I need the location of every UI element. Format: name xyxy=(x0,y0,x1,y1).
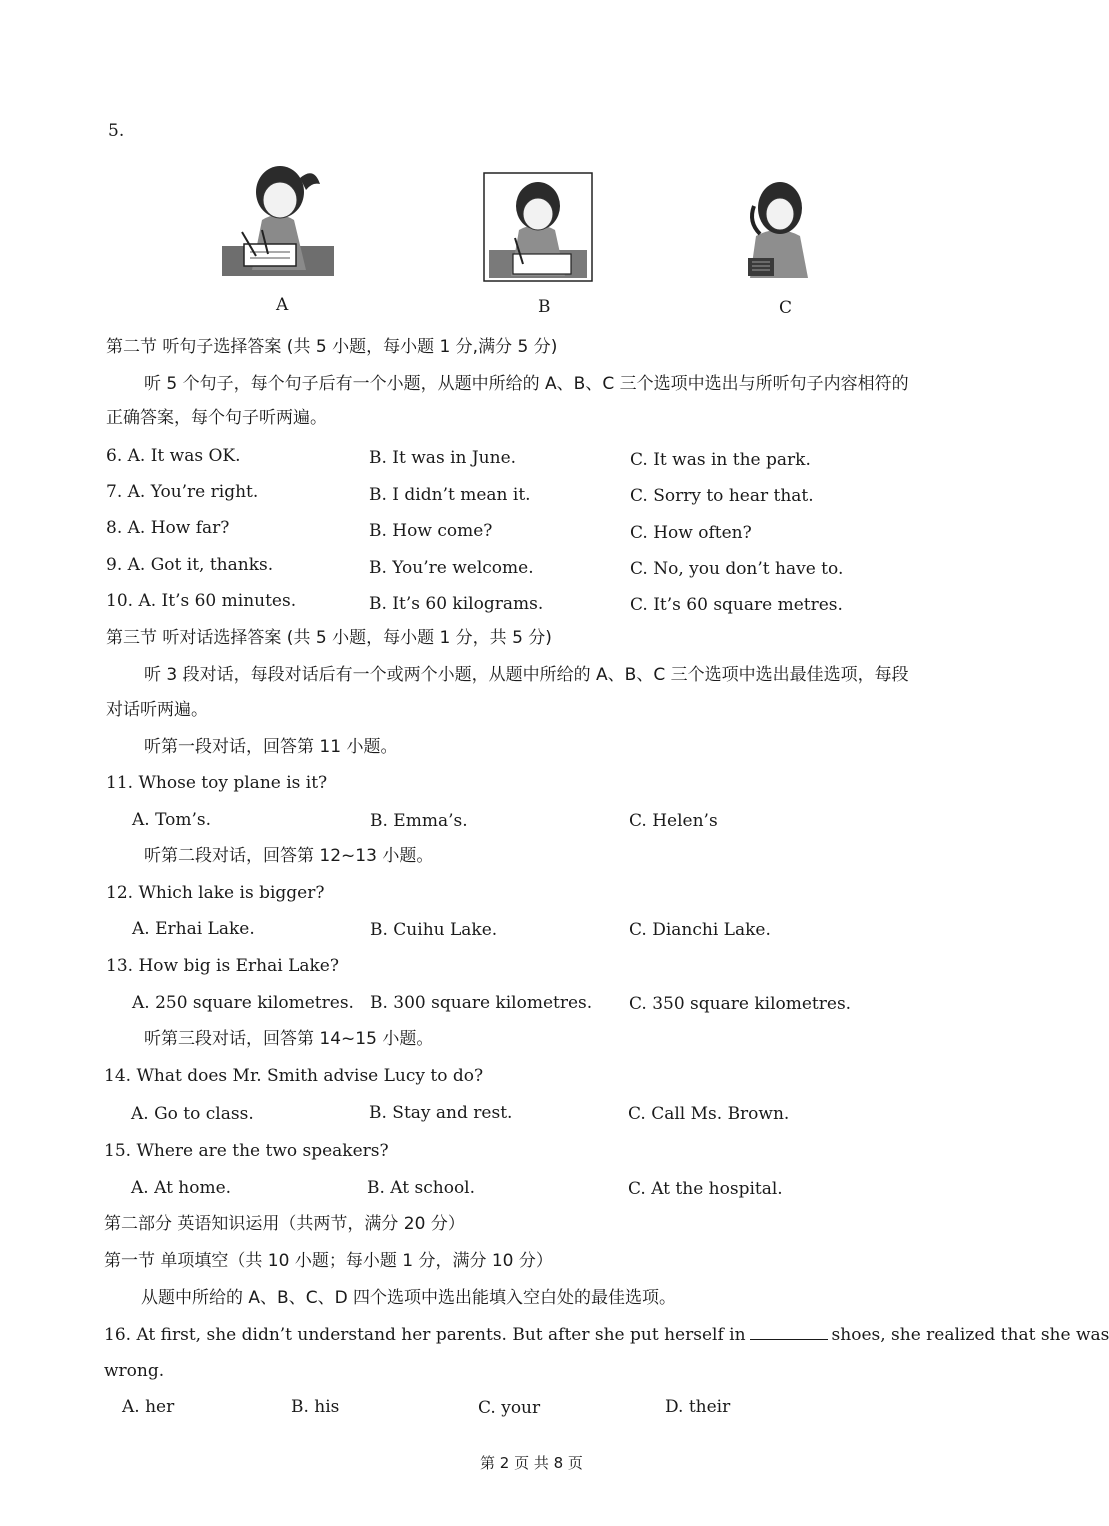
option-c-image xyxy=(742,178,814,280)
q11-question: 11. Whose toy plane is it? xyxy=(106,773,328,793)
q11-option-b: B. Emma’s. xyxy=(370,811,468,831)
q15-question: 15. Where are the two speakers? xyxy=(104,1141,389,1161)
dialog2-instruction: 听第二段对话，回答第 12~13 小题。 xyxy=(144,846,434,866)
q7-option-a: 7. A. You’re right. xyxy=(106,482,259,502)
q10-option-a: 10. A. It’s 60 minutes. xyxy=(106,591,297,611)
q8-option-a: 8. A. How far? xyxy=(106,518,230,538)
q16-option-a: A. her xyxy=(122,1397,175,1417)
q14-option-c: C. Call Ms. Brown. xyxy=(628,1104,790,1124)
q11-option-c: C. Helen’s xyxy=(629,811,718,831)
option-b-label: B xyxy=(538,297,551,317)
girl-drawing-illustration xyxy=(222,160,334,276)
q16-question-after: shoes, she realized that she was xyxy=(831,1325,1109,1345)
option-a-image xyxy=(222,160,334,276)
part2-title: 第二部分 英语知识运用（共两节，满分 20 分） xyxy=(104,1214,465,1234)
q12-option-c: C. Dianchi Lake. xyxy=(629,920,771,940)
section2-title: 第二节 听句子选择答案 (共 5 小题，每小题 1 分,满分 5 分) xyxy=(106,337,558,357)
q16-option-d: D. their xyxy=(665,1397,731,1417)
section3-title: 第三节 听对话选择答案 (共 5 小题，每小题 1 分，共 5 分) xyxy=(106,628,552,648)
q6-option-a: 6. A. It was OK. xyxy=(106,446,241,466)
q15-option-c: C. At the hospital. xyxy=(628,1179,783,1199)
q16-option-c: C. your xyxy=(478,1398,541,1418)
q13-question: 13. How big is Erhai Lake? xyxy=(106,956,339,976)
section2-instruction-line1: 听 5 个句子，每个句子后有一个小题，从题中所给的 A、B、C 三个选项中选出与所听句子内容相符的 xyxy=(144,374,909,394)
q6-option-b: B. It was in June. xyxy=(369,448,517,468)
q7-option-c: C. Sorry to hear that. xyxy=(630,486,814,506)
q13-option-a: A. 250 square kilometres. xyxy=(132,993,354,1013)
q14-option-a: A. Go to class. xyxy=(131,1104,254,1124)
q9-option-b: B. You’re welcome. xyxy=(369,558,534,578)
dialog3-instruction: 听第三段对话，回答第 14~15 小题。 xyxy=(144,1029,434,1049)
q14-question: 14. What does Mr. Smith advise Lucy to do? xyxy=(104,1066,484,1086)
question-5-number: 5. xyxy=(108,121,125,141)
q9-option-a: 9. A. Got it, thanks. xyxy=(106,555,274,575)
part2-section1-title: 第一节 单项填空（共 10 小题；每小题 1 分，满分 10 分） xyxy=(104,1251,553,1271)
section3-instruction-line2: 对话听两遍。 xyxy=(106,700,208,720)
page-footer: 第 2 页 共 8 页 xyxy=(480,1454,583,1472)
section2-instruction-line2: 正确答案，每个句子听两遍。 xyxy=(106,408,327,428)
q8-option-b: B. How come? xyxy=(369,521,493,541)
q16-question-line1 xyxy=(104,1325,1109,1345)
q16-option-b: B. his xyxy=(291,1397,340,1417)
q16-question-before: 16. At first, she didn’t understand her parents. But after she put herself in xyxy=(104,1325,746,1345)
girl-phone-illustration xyxy=(742,178,814,280)
q10-option-b: B. It’s 60 kilograms. xyxy=(369,594,544,614)
q12-option-a: A. Erhai Lake. xyxy=(132,919,255,939)
option-a-label: A xyxy=(276,295,289,315)
option-b-image xyxy=(483,172,593,282)
q13-option-c: C. 350 square kilometres. xyxy=(629,994,852,1014)
q13-option-b: B. 300 square kilometres. xyxy=(370,993,593,1013)
q11-option-a: A. Tom’s. xyxy=(132,810,211,830)
dialog1-instruction: 听第一段对话，回答第 11 小题。 xyxy=(144,737,398,757)
q9-option-c: C. No, you don’t have to. xyxy=(630,559,844,579)
q7-option-b: B. I didn’t mean it. xyxy=(369,485,531,505)
q8-option-c: C. How often? xyxy=(630,523,752,543)
q14-option-b: B. Stay and rest. xyxy=(369,1103,513,1123)
q10-option-c: C. It’s 60 square metres. xyxy=(630,595,843,615)
option-c-label: C xyxy=(779,298,793,318)
q16-answer-blank xyxy=(750,1325,828,1340)
q15-option-b: B. At school. xyxy=(367,1178,476,1198)
q12-option-b: B. Cuihu Lake. xyxy=(370,920,498,940)
section3-instruction-line1: 听 3 段对话，每段对话后有一个或两个小题，从题中所给的 A、B、C 三个选项中选出最佳选项，每段 xyxy=(144,665,909,685)
part2-instruction: 从题中所给的 A、B、C、D 四个选项中选出能填入空白处的最佳选项。 xyxy=(141,1288,677,1308)
q16-question-line2: wrong. xyxy=(104,1361,165,1381)
q15-option-a: A. At home. xyxy=(131,1178,232,1198)
q12-question: 12. Which lake is bigger? xyxy=(106,883,325,903)
q6-option-c: C. It was in the park. xyxy=(630,450,811,470)
girl-writing-illustration xyxy=(483,172,593,282)
